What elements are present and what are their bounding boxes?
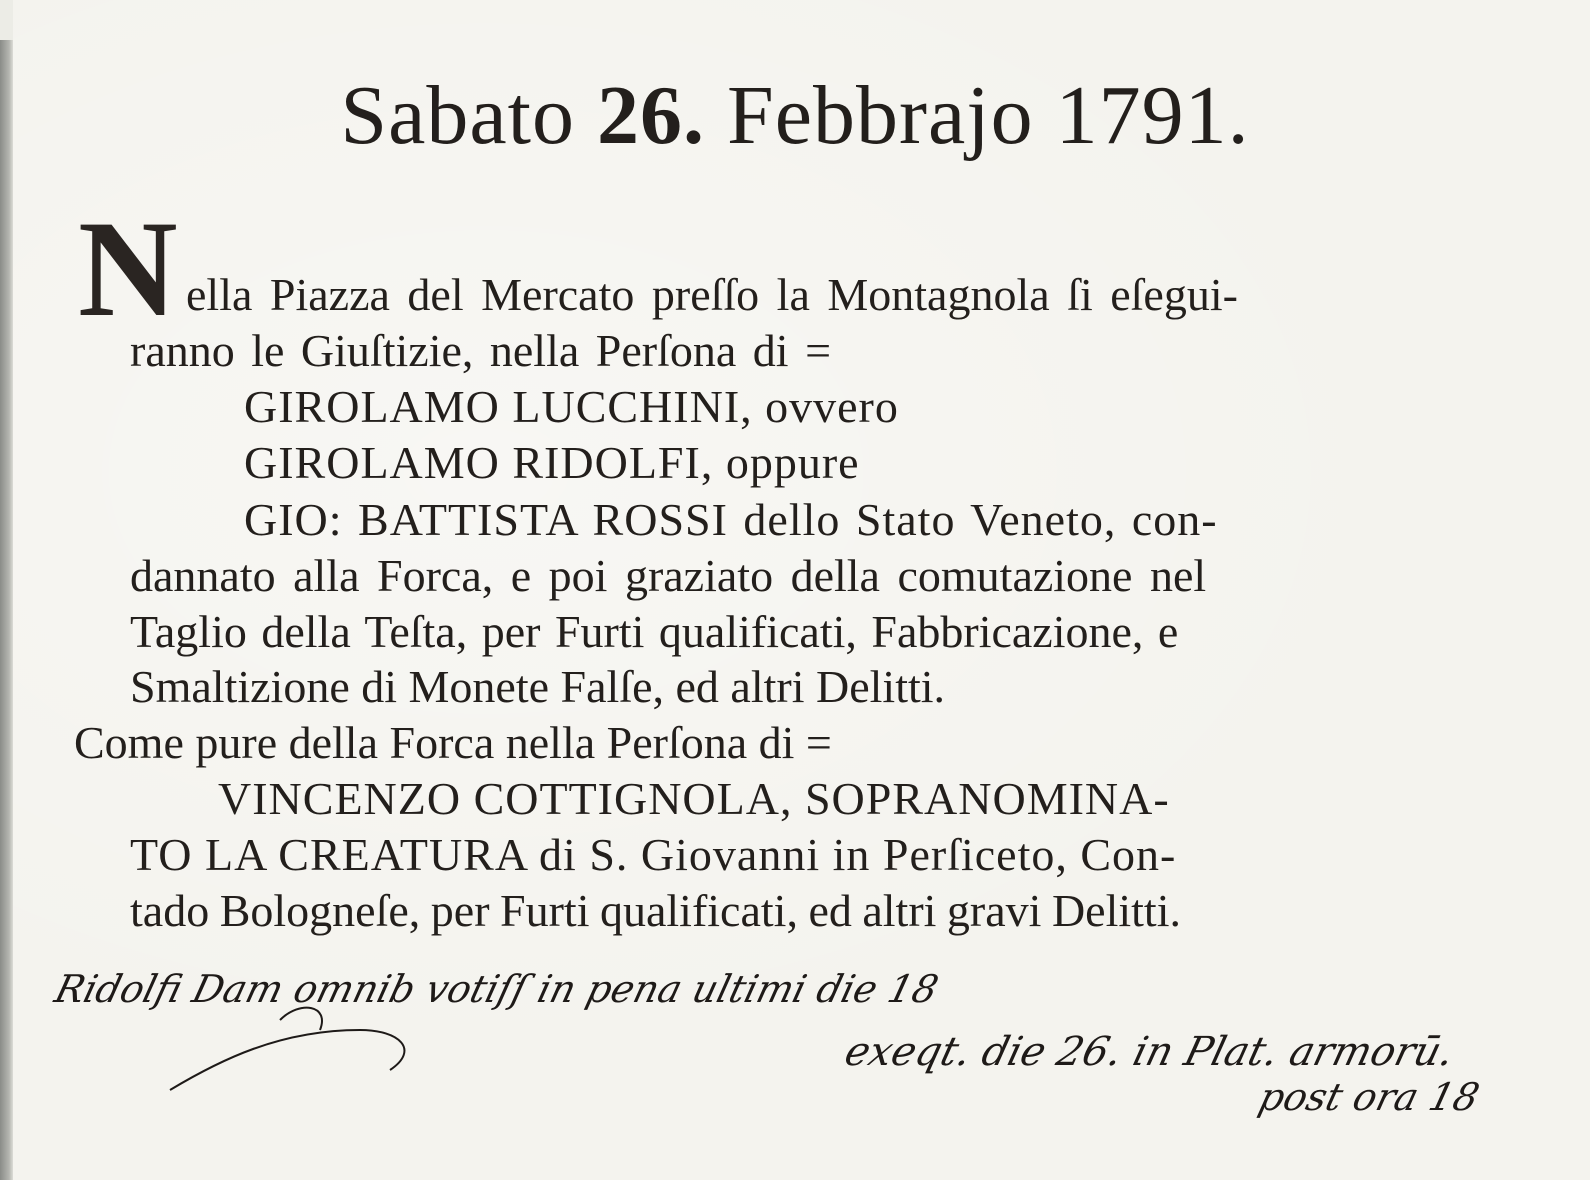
title-day: 26. [597,69,706,162]
scan-edge-shadow [0,40,13,1180]
body-line: Come pure della Forca nella Perſona di = [74,717,832,768]
body-line: TO LA CREATURA di S. Giovanni in Perſiceto, Con- [130,829,1177,880]
title-month: Febbrajo [727,69,1034,162]
handwritten-annotation-line: post ora 18 [1254,1075,1484,1119]
condemned-alias: GIO: BATTISTA ROSSI dello Stato Veneto, con- [244,494,1218,545]
title-weekday: Sabato [340,69,576,162]
body-line: ranno le Giuſtizie, nella Perſona di = [130,325,832,376]
notice-title [0,69,1590,162]
condemned-name: VINCENZO COTTIGNOLA, SOPRANOMINA- [218,773,1170,824]
handwritten-annotation-line: exeqt. die 26. in Plat. armorū. [840,1029,1459,1075]
handwritten-annotation-line: Ridolfi Dam omnib votiſſ in pena ultimi die 18 [50,967,943,1011]
signature-flourish-icon [160,990,460,1110]
body-line: ella Piazza del Mercato preſſo la Montagnola ſi eſegui- [186,269,1238,320]
body-line: tado Bologneſe, per Furti qualificati, ed altri gravi Delitti. [130,885,1181,936]
body-line: Smaltizione di Monete Falſe, ed altri Delitti. [130,661,946,712]
title-year: 1791. [1055,69,1250,162]
body-line: Taglio della Teſta, per Furti qualificati, Fabbricazione, e [130,606,1179,657]
condemned-name: GIROLAMO LUCCHINI, ovvero [244,381,899,432]
body-line: dannato alla Forca, e poi graziato della comutazione nel [130,550,1207,601]
condemned-alias: GIROLAMO RIDOLFI, oppure [244,437,860,488]
scan-edge-top [0,0,13,40]
drop-cap-letter: N [78,192,178,345]
